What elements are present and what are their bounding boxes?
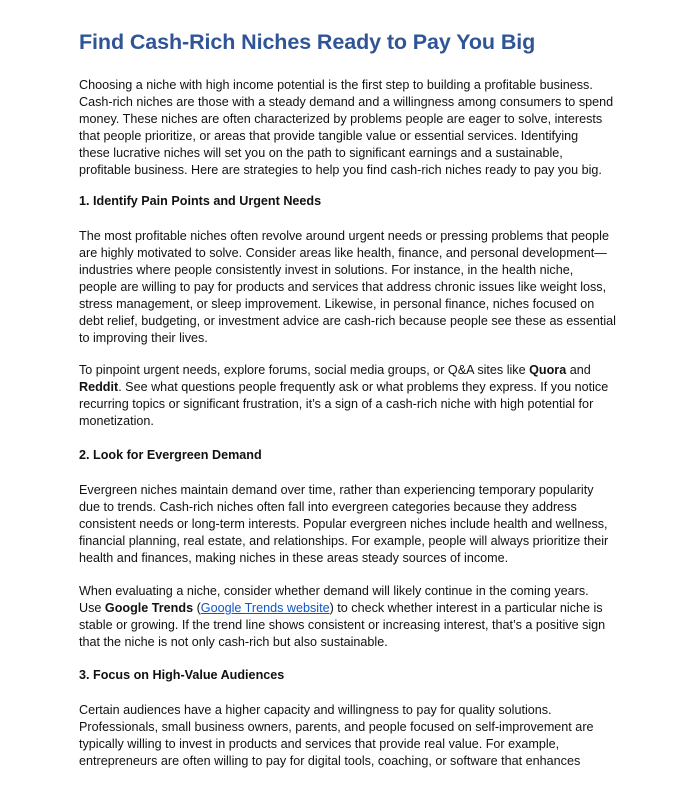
text-line: Professionals, small business owners, parents, and people focused on self-improvement are: [79, 720, 594, 734]
text-line: due to trends. Cash-rich niches often fall into evergreen categories because they address: [79, 500, 577, 514]
text-run: To pinpoint urgent needs, explore forums, social media groups, or Q&A sites like: [79, 363, 530, 377]
text-line: Cash-rich niches are those with a steady demand and a willingness among consumers to spend: [79, 95, 614, 109]
text-run: . See what questions people frequently ask or what problems they express. If you notice: [118, 380, 609, 394]
text-line: The most profitable niches often revolve around urgent needs or pressing problems that people: [79, 229, 609, 243]
section3-paragraph-1: [79, 702, 639, 770]
text-line: recurring topics or significant frustration, it’s a sign of a cash-rich niche with high potential for: [79, 397, 594, 411]
text-line: people are willing to pay for products and services that address chronic issues like weight loss,: [79, 280, 607, 294]
text-line: When evaluating a niche, consider whether demand will likely continue in the coming years.: [79, 584, 589, 598]
section-heading: 2. Look for Evergreen Demand: [79, 448, 262, 462]
text-line: financial planning, real estate, and relationships. For example, people will always prioritize their: [79, 534, 609, 548]
text-line: that the niche is not only cash-rich but also sustainable.: [79, 635, 388, 649]
section2-paragraph-2: [79, 583, 639, 651]
bold-term-quora: Quora: [529, 363, 567, 377]
text-line: these lucrative niches will set you on the path to significant earnings and a sustainable,: [79, 146, 563, 160]
text-line: are highly motivated to solve. Consider areas like health, finance, and personal development—: [79, 246, 607, 260]
text-line: profitable business. Here are strategies to help you find cash-rich niches ready to pay you big.: [79, 163, 602, 177]
text-line: [79, 600, 639, 617]
section-heading: 3. Focus on High-Value Audiences: [79, 668, 285, 682]
text-line: to improving their lives.: [79, 331, 208, 345]
text-run: ) to check whether interest in a particular niche is: [329, 601, 603, 615]
text-line: health and finances, making niches in these areas steady sources of income.: [79, 551, 509, 565]
text-run: Use: [79, 601, 105, 615]
text-line: [79, 379, 639, 396]
intro-paragraph: [79, 77, 639, 179]
text-line: Certain audiences have a higher capacity and willingness to pay for quality solutions.: [79, 703, 552, 717]
text-line: Choosing a niche with high income potential is the first step to building a profitable business.: [79, 78, 593, 92]
text-line: industries where people consistently invest in solutions. For instance, in the health niche,: [79, 263, 574, 277]
section2-paragraph-1: [79, 482, 639, 567]
text-line: stable or growing. If the trend line shows consistent or increasing interest, that’s a positive sign: [79, 618, 606, 632]
section1-paragraph-2: [79, 362, 639, 430]
text-line: money. These niches are often characterized by problems people are eager to solve, interests: [79, 112, 603, 126]
text-line: entrepreneurs are often willing to pay for digital tools, coaching, or software that enhances: [79, 754, 581, 768]
text-line: stress management, or sleep improvement. Likewise, in personal finance, niches focused on: [79, 297, 595, 311]
text-line: debt relief, budgeting, or investment advice are cash-rich because people see these as essential: [79, 314, 616, 328]
page-title: Find Cash-Rich Niches Ready to Pay You Big: [79, 30, 536, 54]
section-heading: 1. Identify Pain Points and Urgent Needs: [79, 194, 322, 208]
bold-term-google-trends: Google Trends: [104, 601, 194, 615]
google-trends-link[interactable]: Google Trends website: [200, 601, 330, 615]
text-line: typically willing to invest in products and services that provide real value. For example,: [79, 737, 560, 751]
text-line: that people prioritize, or areas that provide tangible value or essential services. Identifying: [79, 129, 579, 143]
text-run: and: [566, 363, 591, 377]
text-line: monetization.: [79, 414, 154, 428]
text-line: consistent needs or long-term interests. Popular evergreen niches include health and wellness,: [79, 517, 608, 531]
text-line: Evergreen niches maintain demand over time, rather than experiencing temporary popularity: [79, 483, 594, 497]
bold-term-reddit: Reddit: [79, 380, 119, 394]
section1-paragraph-1: [79, 228, 639, 347]
text-run: (: [193, 601, 201, 615]
text-line: [79, 362, 639, 379]
